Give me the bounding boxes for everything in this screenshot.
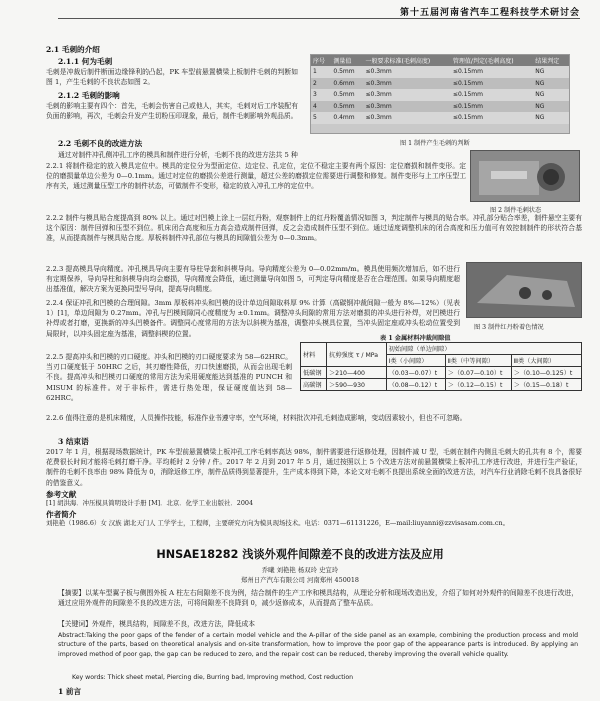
page-header — [0, 0, 600, 22]
para-2-2-6: 2.2.6 值得注意的是机床精度，人员操作技能，标准作业书遵守率，空气环境，材料批次冲孔毛刺造成影响，变动因素较小，但也不可忽略。 — [46, 414, 467, 422]
fig1-row: 3 0.5mm ≤0.3mm ≤0.15mm NG — [311, 89, 569, 101]
paper2-affiliation: 郑州日产汽车有限公司 河南郑州 450018 — [241, 576, 359, 584]
table-1-caption: 表 1 金属材料冲裁间隙值 — [380, 335, 451, 342]
section-2-1-heading: 2.1 毛刺的介绍 — [46, 45, 100, 54]
paper2-keywords-en: Key words: Thick sheet metal, Piercing die, Burring bad, Improving method, Cost reduction — [72, 674, 354, 681]
paper2-authors: 乔曦 刘艳艳 杨双玲 史宜玲 — [261, 566, 339, 574]
paper2-abstract-en: Abstract:Taking the poor gaps of the fender of a certain model vehicle and the A-pillar of the side panel as an example, combining the production process and mold structure of the parts, based on theoretical analysis and on-site transformation, how to improve the poor gap of the appearance parts is introduced. By applying an improved method of poor gap, the gap can be reduced to zero, and the repair cost can be reduced, thereby improving the overall vehicle quality. — [58, 632, 578, 658]
red-lead-photo-graphic — [467, 263, 582, 318]
paper2-abstract-cn: 【摘要】以某车型翼子板与侧围外板 A 柱左右间隙差不良为例，结合制件的生产工序和模具结构，从理论分析和现场改造出发，介绍了如何对外观件的间隙差不良进行改进，通过应用外观件的间隙差不良的改进方法，可将间隙差不良降到 0，减少返修成本，从而提高了整车品质。 — [58, 589, 578, 608]
header-rule — [58, 18, 580, 19]
fig1-row: 2 0.6mm ≤0.3mm ≤0.15mm NG — [311, 78, 569, 90]
reference-1: [1] 胡洪海．冲压模具简明设计手册 [M]．北京．化学工业出版社．2004 — [46, 499, 254, 507]
para-2-2-2: 2.2.2 制件与模具贴合度提高到 80% 以上。通过对凹模上涂上一层红丹粉，观察制件上的红丹粉覆盖情况如图 3，判定制件与模具的贴合率。冲孔部分贴合率差，制件悬空主要有这个原因：制件回弹和压型不到位。机床闭合高度和压力高会造成制件回弹，反之会造成制件压型不到位。通过适度调整机床的闭合高度和压力值可有效控制制件的形状符合基准，从而提高制件与模具贴合度。厚板料制件冲孔部位与模具的间隙值公差为 0—0.3mm。 — [46, 214, 582, 243]
figure-1-burr-table — [310, 54, 570, 134]
fig1-header: 序号 — [311, 55, 331, 66]
table1-subhead: Ⅰ类（小间隙） — [386, 355, 445, 367]
references-heading: 参考文献 — [46, 490, 77, 499]
figure-2-caption: 图 2 制件毛刺状态 — [490, 207, 542, 214]
section-3-heading: 3 结束语 — [58, 437, 89, 446]
para-2-2-4: 2.2.4 保证冲孔和凹模的合理间隙。3mm 厚板料冲头和凹模的设计单边间隙取料厚 9% 计算（高碳钢冲裁间隙一般为 8%—12%）（见表 1）[1]，单边间隙为 0.27mm。冲孔与凹模间隙同心度精度为 ±0.1mm。调整冲头间隙的常用方法对磨损的冲头进行补焊，对凹模进行补焊或者打磨，更换新的冲头凹模备件。调整同心度常用的方法为以斜楔为基准，调整冲头模具位置，当冲头固定座或冲头松动位置受到局限时，以冲头固定座为基准，调整斜楔的位置。 — [46, 299, 460, 338]
figure-3-photo — [466, 262, 582, 318]
fig1-row: 5 0.4mm ≤0.3mm ≤0.15mm NG — [311, 112, 569, 124]
para-2-2-intro: 通过对制件冲孔侧冲孔工序的模具和制件进行分析，毛刺不良的改进方法共 5 种 — [58, 151, 298, 159]
figure-1-caption: 图 1 制件产生毛刺的判断 — [400, 140, 470, 147]
figure-2-photo — [470, 150, 580, 202]
table1-head: 材料 — [301, 343, 327, 367]
para-3: 2017 年 1 月，根据现场数据统计，PK 车型前悬置横梁上板冲孔工序毛刺率高达 98%，制件需要进行返修处理，因制件减 U 型，毛刺在制件内侧且毛刺大的孔共有 8 个，需要花费很长时间才能将毛刺打磨干净。平均耗时 2 分钟 / 件。2017 年 2 月到 2017 年 5 月，通过按照以上 5 个改进方法对前悬置横梁上板冲孔工序进行改进，并进行生产验证，制件的毛刺不良率由 98% 降低为 0，消除返修工序，制件品质得到显著提升，生产成本得到下降，本论文对毛刺不良提出系统全面的改进方法，对汽车行业消除毛刺不良具备很好的借鉴意义。 — [46, 448, 582, 487]
fig1-header: 管理值/判定(毛刺高度) — [451, 55, 533, 66]
fig1-header: 一般要求标准(毛刺高度) — [363, 55, 450, 66]
table1-subhead: Ⅱ类（中等间隙） — [445, 355, 511, 367]
fig1-row: 4 0.5mm ≤0.3mm ≤0.15mm NG — [311, 101, 569, 113]
paper2-intro-heading: 1 前言 — [58, 687, 82, 696]
author-bio: 刘艳艳（1986.6）女 汉族 湖北天门人 工学学士，工程师，主要研究方向为模具现场技术。电话：0371—61131226，E—mail:liuyanni@zzvisasam.com.cn。 — [46, 519, 509, 527]
table-1 — [300, 342, 582, 391]
table1-subhead: Ⅲ类（大间隙） — [511, 355, 581, 367]
table1-row: 低碳钢 ＞210—400 （0.03—0.07）t ＞（0.07—0.10）t ＞（0.10—0.125）t — [301, 367, 582, 379]
paper2-keywords-cn: 【关键词】外观件，模具结构，间隙差不良，改进方法，降低成本 — [58, 620, 256, 628]
paper2-title: HNSAE18282 浅谈外观件间隙差不良的改进方法及应用 — [156, 548, 444, 561]
fig1-row: 1 0.5mm ≤0.3mm ≤0.15mm NG — [311, 66, 569, 78]
para-2-1-2: 毛刺的影响主要有四个：首先，毛刺会伤害自己或他人，其实，毛刺对后工序装配有负面的影响，再次，毛刺会升发产生切粉压印现象，最后，制件毛刺影响外观品质。 — [46, 102, 298, 121]
table1-row: 高碳钢 ＞590—930 （0.08—0.12）t ＞（0.12—0.15）t ＞（0.15—0.18）t — [301, 379, 582, 391]
section-2-1-1-heading: 2.1.1 何为毛刺 — [58, 57, 113, 66]
figure-3-caption: 图 3 制件红丹粉着色情况 — [474, 324, 544, 331]
table1-head: 抗剪强度 τ / MPa — [327, 343, 387, 367]
section-2-1-2-heading: 2.1.2 毛刺的影响 — [58, 91, 120, 100]
journal-title: 第十五届河南省汽车工程科技学术研讨会 — [399, 8, 580, 18]
para-2-2-3: 2.2.3 提高模具导向精度。冲孔模具导向主要有导柱导套和斜楔导向。导向精度公差为 0—0.02mm/m。模具使用频次增加后，如不进行有定期保养，导向导柱和斜楔导向均会磨损，导向精度会降低，通过测量导向如图 5，可判定导向精度是否在合理范围。如果导向精度超出基准值，解决方案为更换同型号导向，提高导向精度。 — [46, 265, 460, 294]
para-2-1-1: 毛刺是冲裁后制件断面边缘锋利的凸起，PK 车型前悬置横梁上板制件毛刺的判断如图 1，产生毛刺的不良状态如图 2。 — [46, 68, 298, 87]
table1-head: 初始间隙（单边间隙） — [386, 343, 581, 355]
para-2-2-1: 2.2.1 将制件稳定的放入模具定位中。模具的定位分为型面定位、边定位、孔定位，定位不稳定主要有两个原因：定位磨损和制件变形。定位的磨损量单边公差为 0—0.1mm。通过对定位的磨损公差进行测量，超过公差的磨损定位需要进行调整和修复。制件变形与上工序压型工序有关，通过测量压型工序的制件状态，可做制件不变形，稳定的放入冲孔工序的定位中。 — [46, 162, 466, 191]
burr-photo-graphic — [471, 151, 580, 202]
section-2-2-heading: 2.2 毛刺不良的改进方法 — [58, 139, 143, 148]
fig1-header: 测量值 — [331, 55, 363, 66]
fig1-header: 结果判定 — [533, 55, 569, 66]
author-heading: 作者简介 — [46, 510, 77, 519]
para-2-2-5: 2.2.5 提高冲头和凹模的刃口硬度。冲头和凹模的刃口硬度要求为 58—62HRC。当刃口硬度低于 50HRC 之后，其刃磨性降低，刃口快速磨损，从而会出现毛刺不良。提高冲头和凹模刃口硬度的常用方法为采用硬度能达到基准的 PUNCH 和 MISUM 的标准件。对于非标件，需进行热处理，保证硬度值达到 58—62HRC。 — [46, 353, 292, 402]
